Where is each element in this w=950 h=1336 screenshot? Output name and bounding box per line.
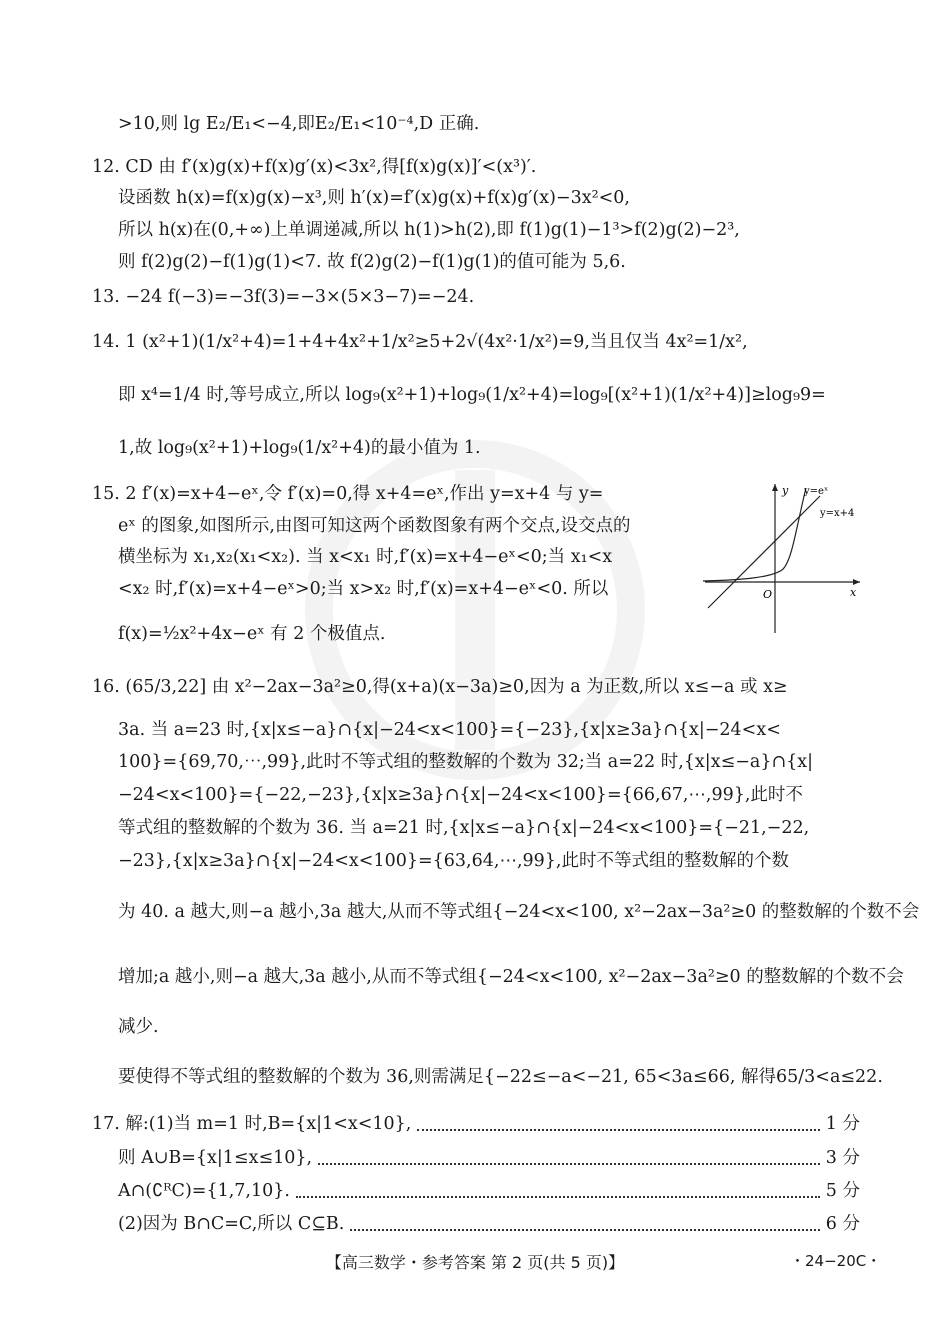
- text-line: 设函数 h(x)=f(x)g(x)−x³,则 h′(x)=f′(x)g(x)+f(x)g′(x)−3x²<0,: [118, 188, 630, 208]
- text-line: −24<x<100}={−22,−23},{x|x≥3a}∩{x|−24<x<100}={66,67,⋯,99},此时不: [118, 785, 803, 805]
- text-line: 等式组的整数解的个数为 36. 当 a=21 时,{x|x≤−a}∩{x|−24<x<100}={−21,−22,: [118, 818, 810, 838]
- score-value: 3 分: [825, 1148, 860, 1168]
- curve2-label: y=x+4: [820, 508, 855, 519]
- score-line: [118, 1179, 860, 1203]
- score-line-text: A∩(∁ᴿC)={1,7,10}.: [118, 1181, 290, 1201]
- score-value: 5 分: [825, 1181, 860, 1201]
- watermark-bar: [455, 470, 495, 750]
- x-axis-label: x: [850, 586, 857, 599]
- text-line: <x₂ 时,f′(x)=x+4−eˣ>0;当 x>x₂ 时,f′(x)=x+4−eˣ<0. 所以: [118, 579, 609, 599]
- text-line: 16. (65/3,22] 由 x²−2ax−3a²≥0,得(x+a)(x−3a)≥0,因为 a 为正数,所以 x≤−a 或 x≥: [92, 677, 788, 697]
- footer-code: ・24−20C・: [790, 1252, 882, 1270]
- page-footer: 【高三数学・参考答案 第 2 页(共 5 页)】: [325, 1253, 625, 1272]
- origin-label: O: [763, 588, 773, 601]
- text-line: 要使得不等式组的整数解的个数为 36,则需满足{−22≤−a<−21, 65<3a≤66, 解得65/3<a≤22.: [118, 1067, 883, 1087]
- leader-dots: [350, 1217, 820, 1231]
- leader-dots: [296, 1184, 820, 1198]
- y-axis-label: y: [782, 484, 789, 497]
- score-line: [118, 1146, 860, 1170]
- text-line: 为 40. a 越大,则−a 越小,3a 越大,从而不等式组{−24<x<100, x²−2ax−3a²≥0 的整数解的个数不会: [118, 902, 920, 922]
- text-line: 14. 1 (x²+1)(1/x²+4)=1+4+4x²+1/x²≥5+2√(4x²·1/x²)=9,当且仅当 4x²=1/x²,: [92, 332, 748, 352]
- curve-y-eq-exp: [703, 488, 806, 581]
- text-line: 则 f(2)g(2)−f(1)g(1)<7. 故 f(2)g(2)−f(1)g(1)的值可能为 5,6.: [118, 252, 626, 272]
- score-line-text: 则 A∪B={x|1≤x≤10},: [118, 1148, 313, 1168]
- text-line: 12. CD 由 f′(x)g(x)+f(x)g′(x)<3x²,得[f(x)g(x)]′<(x³)′.: [92, 157, 537, 177]
- function-graph: [700, 478, 870, 638]
- text-line: eˣ 的图象,如图所示,由图可知这两个函数图象有两个交点,设交点的: [118, 516, 631, 536]
- text-line: −23},{x|x≥3a}∩{x|−24<x<100}={63,64,⋯,99},此时不等式组的整数解的个数: [118, 851, 789, 871]
- score-value: 6 分: [825, 1214, 860, 1234]
- y-axis-arrow: [772, 484, 778, 491]
- text-line: 15. 2 f′(x)=x+4−eˣ,令 f′(x)=0,得 x+4=eˣ,作出 y=x+4 与 y=: [92, 484, 604, 504]
- leader-dots: [417, 1117, 819, 1131]
- leader-dots: [318, 1151, 820, 1165]
- text-line: 减少.: [118, 1017, 159, 1037]
- text-line: 增加;a 越小,则−a 越大,3a 越小,从而不等式组{−24<x<100, x²−2ax−3a²≥0 的整数解的个数不会: [118, 967, 904, 987]
- score-line-text: 17. 解:(1)当 m=1 时,B={x|1<x<10},: [92, 1114, 412, 1134]
- x-axis-arrow: [853, 579, 860, 585]
- text-line: 3a. 当 a=23 时,{x|x≤−a}∩{x|−24<x<100}={−23},{x|x≥3a}∩{x|−24<x<: [118, 720, 781, 740]
- text-line: 即 x⁴=1/4 时,等号成立,所以 log₉(x²+1)+log₉(1/x²+4)=log₉[(x²+1)(1/x²+4)]≥log₉9=: [118, 385, 826, 405]
- score-line: [92, 1112, 860, 1136]
- text-line: 100}={69,70,⋯,99},此时不等式组的整数解的个数为 32;当 a=22 时,{x|x≤−a}∩{x|: [118, 752, 814, 772]
- text-line: 1,故 log₉(x²+1)+log₉(1/x²+4)的最小值为 1.: [118, 438, 481, 458]
- text-line: 13. −24 f(−3)=−3f(3)=−3×(5×3−7)=−24.: [92, 287, 475, 307]
- score-line: [118, 1212, 860, 1236]
- score-line-text: (2)因为 B∩C=C,所以 C⊆B.: [118, 1214, 345, 1234]
- text-line: 所以 h(x)在(0,+∞)上单调递减,所以 h(1)>h(2),即 f(1)g(1)−1³>f(2)g(2)−2³,: [118, 220, 740, 240]
- score-value: 1 分: [825, 1114, 860, 1134]
- text-line: 横坐标为 x₁,x₂(x₁<x₂). 当 x<x₁ 时,f′(x)=x+4−eˣ<0;当 x₁<x: [118, 547, 613, 567]
- curve1-label: y=eˣ: [804, 486, 829, 497]
- text-line: >10,则 lg E₂/E₁<−4,即E₂/E₁<10⁻⁴,D 正确.: [118, 114, 480, 134]
- text-line: f(x)=½x²+4x−eˣ 有 2 个极值点.: [118, 624, 386, 644]
